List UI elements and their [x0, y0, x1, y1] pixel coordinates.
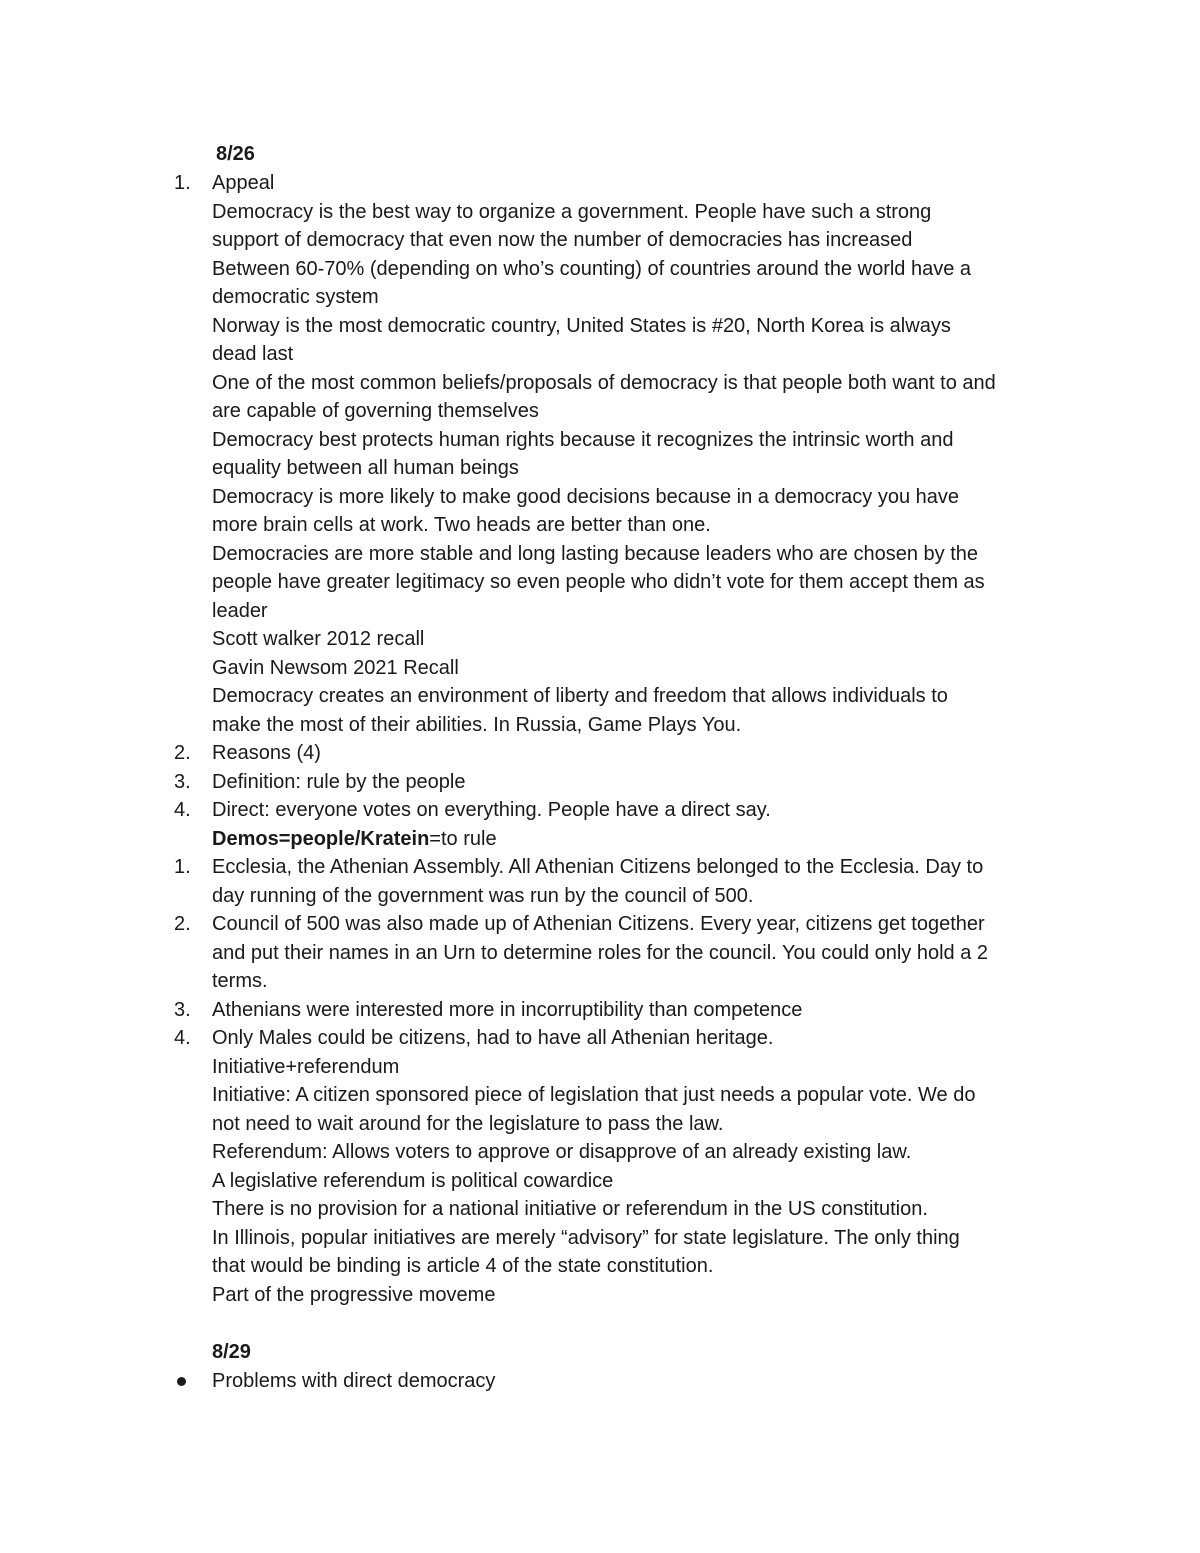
note-line: Democracy creates an environment of liberty and freedom that allows individuals to: [212, 685, 948, 707]
list-marker: 1.: [174, 856, 191, 878]
note-line: that would be binding is article 4 of the state constitution.: [212, 1255, 714, 1277]
note-line: One of the most common beliefs/proposals of democracy is that people both want to and: [212, 372, 996, 394]
list-item-label: Reasons (4): [212, 742, 321, 764]
date-heading: 8/29: [212, 1341, 251, 1363]
note-line: Referendum: Allows voters to approve or disapprove of an already existing law.: [212, 1141, 912, 1163]
list-item-line: Council of 500 was also made up of Athenian Citizens. Every year, citizens get together: [212, 913, 985, 935]
list-item-label: Direct: everyone votes on everything. People have a direct say.: [212, 799, 771, 821]
etymology-bold: Demos=people/Kratein: [212, 828, 430, 850]
note-line: Democracies are more stable and long lasting because leaders who are chosen by the: [212, 543, 978, 565]
note-line: In Illinois, popular initiatives are merely “advisory” for state legislature. The only thing: [212, 1227, 960, 1249]
list-item-label: Definition: rule by the people: [212, 771, 466, 793]
list-marker: 2.: [174, 742, 191, 764]
list-item-line: Ecclesia, the Athenian Assembly. All Athenian Citizens belonged to the Ecclesia. Day to: [212, 856, 984, 878]
list-marker: 4.: [174, 799, 191, 821]
date-heading: 8/26: [216, 143, 255, 165]
note-line: Democracy is more likely to make good decisions because in a democracy you have: [212, 486, 960, 508]
note-line: dead last: [212, 343, 294, 365]
list-item-line: and put their names in an Urn to determine roles for the council. You could only hold a 2: [212, 942, 989, 964]
note-line: make the most of their abilities. In Russia, Game Plays You.: [212, 714, 742, 736]
note-line: support of democracy that even now the number of democracies has increased: [212, 229, 913, 251]
list-item-line: terms.: [212, 970, 268, 992]
note-line: equality between all human beings: [212, 457, 519, 479]
note-line: Initiative: A citizen sponsored piece of legislation that just needs a popular vote. We do: [212, 1084, 976, 1106]
list-item-line: Only Males could be citizens, had to have all Athenian heritage.: [212, 1027, 774, 1049]
list-marker: 3.: [174, 999, 191, 1021]
list-marker: 3.: [174, 771, 191, 793]
bullet-item: Problems with direct democracy: [212, 1370, 496, 1392]
note-line: leader: [212, 600, 268, 622]
note-line: Gavin Newsom 2021 Recall: [212, 657, 459, 679]
list-item-line: day running of the government was run by the council of 500.: [212, 885, 754, 907]
list-marker: 4.: [174, 1027, 191, 1049]
note-line: are capable of governing themselves: [212, 400, 539, 422]
etymology-rest: =to rule: [429, 828, 497, 850]
note-line: A legislative referendum is political cowardice: [212, 1170, 614, 1192]
note-line: Initiative+referendum: [212, 1056, 400, 1078]
note-line: Democracy is the best way to organize a government. People have such a strong: [212, 201, 932, 223]
note-line: more brain cells at work. Two heads are better than one.: [212, 514, 711, 536]
bullet-icon: [177, 1377, 186, 1386]
note-line: Between 60-70% (depending on who’s counting) of countries around the world have a: [212, 258, 972, 280]
list-marker: 1.: [174, 172, 191, 194]
list-marker: 2.: [174, 913, 191, 935]
etymology-line: [212, 825, 497, 853]
note-line: not need to wait around for the legislature to pass the law.: [212, 1113, 724, 1135]
note-line: There is no provision for a national initiative or referendum in the US constitution.: [212, 1198, 928, 1220]
note-line: Democracy best protects human rights because it recognizes the intrinsic worth and: [212, 429, 954, 451]
list-item-line: Athenians were interested more in incorruptibility than competence: [212, 999, 803, 1021]
note-line: people have greater legitimacy so even people who didn’t vote for them accept them as: [212, 571, 985, 593]
note-line: Part of the progressive moveme: [212, 1284, 496, 1306]
note-line: Norway is the most democratic country, United States is #20, North Korea is always: [212, 315, 951, 337]
note-line: Scott walker 2012 recall: [212, 628, 425, 650]
note-line: democratic system: [212, 286, 379, 308]
list-item-label: Appeal: [212, 172, 275, 194]
